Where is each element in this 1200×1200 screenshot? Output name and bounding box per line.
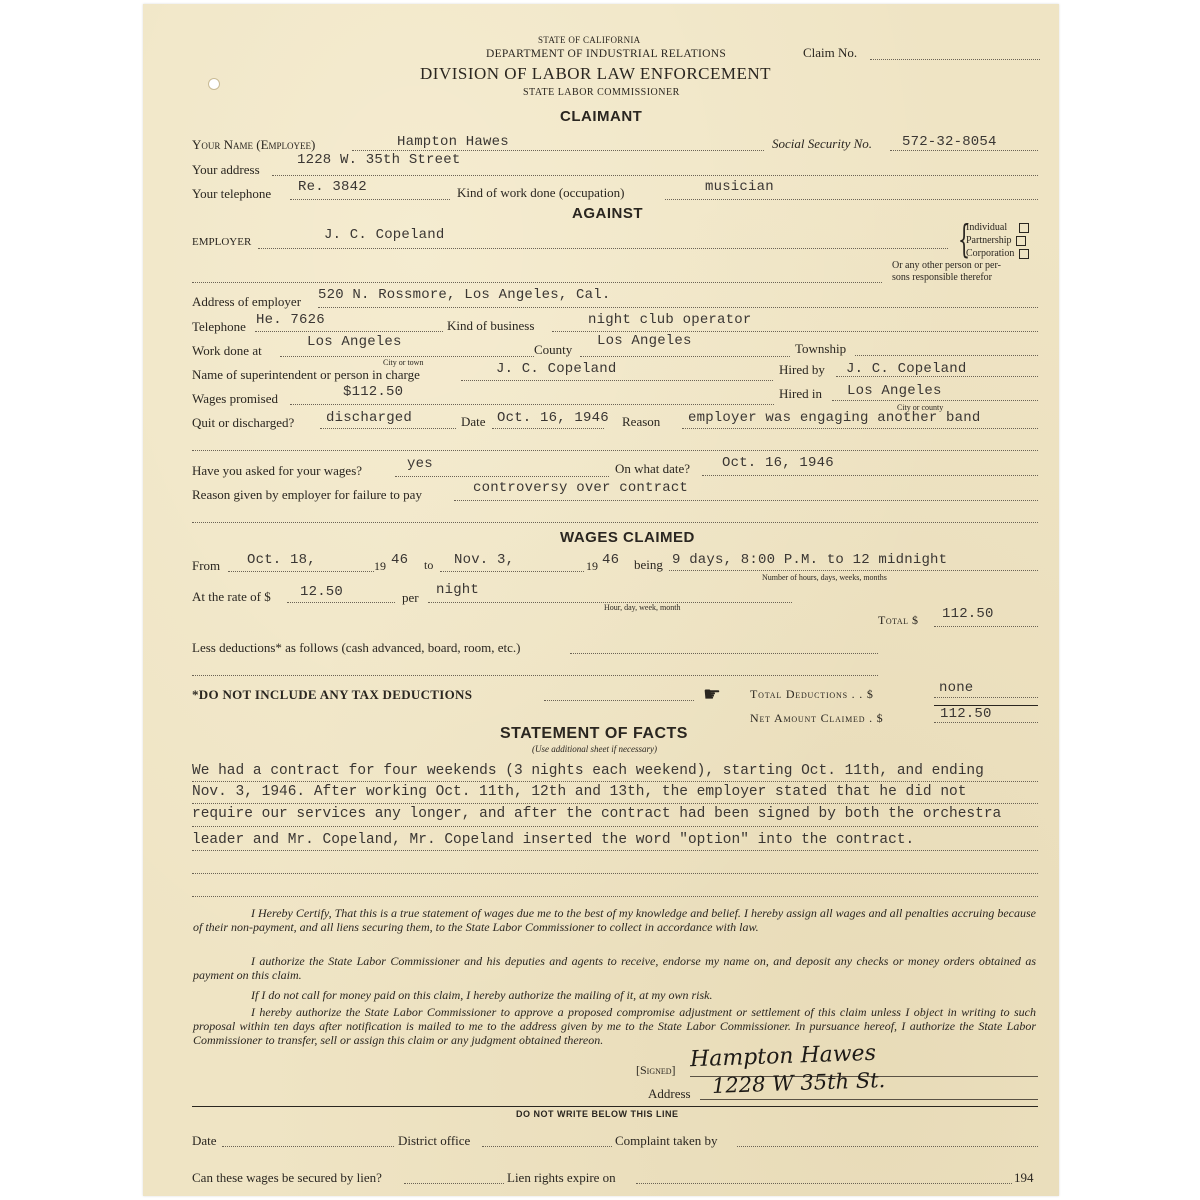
signed-label: [Signed] [636, 1063, 676, 1077]
business-line[interactable] [552, 331, 1038, 332]
type-corporation-row[interactable]: Corporation [966, 248, 1029, 259]
asked-value: yes [407, 456, 433, 472]
emp-telephone-value: He. 7626 [256, 312, 325, 328]
per-label: per [402, 590, 419, 605]
total-deductions-value: none [939, 680, 974, 696]
deductions-line-2[interactable] [192, 675, 878, 676]
employer-line[interactable] [258, 248, 948, 249]
total-line[interactable] [934, 626, 1038, 627]
rate-value: 12.50 [300, 584, 344, 600]
work-done-line[interactable] [280, 356, 534, 357]
net-line[interactable] [934, 722, 1038, 723]
facts-line-1[interactable] [192, 781, 1038, 782]
hired-by-value: J. C. Copeland [846, 361, 967, 377]
punch-hole [208, 78, 220, 90]
net-value: 112.50 [940, 706, 992, 722]
certification-p3: If I do not call for money paid on this claim, I hereby authorize the mailing of it, at my own risk. [251, 988, 713, 1002]
deductions-label: Less deductions* as follows (cash advanced, board, room, etc.) [192, 640, 521, 655]
from-label: From [192, 558, 221, 573]
township-label: Township [795, 341, 847, 356]
deductions-line[interactable] [570, 653, 878, 654]
being-value: 9 days, 8:00 P.M. to 12 midnight [672, 552, 948, 568]
ssn-value: 572-32-8054 [902, 134, 997, 150]
facts-section-title: STATEMENT OF FACTS [500, 725, 688, 742]
wages-promised-line[interactable] [290, 404, 774, 405]
quit-line[interactable] [320, 428, 456, 429]
no-tax-line [544, 700, 694, 701]
business-label: Kind of business [447, 318, 535, 333]
occupation-value: musician [705, 179, 774, 195]
type-individual-row[interactable]: Individual [966, 222, 1029, 233]
lien-line[interactable] [404, 1183, 504, 1184]
no-tax-label: *DO NOT INCLUDE ANY TAX DEDUCTIONS [192, 687, 473, 702]
ssn-line[interactable] [890, 150, 1038, 151]
facts-subtitle: (Use additional sheet if necessary) [532, 744, 657, 754]
failure-line[interactable] [454, 500, 1038, 501]
total-value: 112.50 [942, 606, 994, 622]
name-value: Hampton Hawes [397, 134, 509, 150]
district-office-label: District office [398, 1133, 471, 1148]
quit-value: discharged [326, 410, 413, 426]
lien-label: Can these wages be secured by lien? [192, 1170, 382, 1185]
claim-no-line[interactable] [870, 59, 1040, 60]
facts-text-3: require our services any longer, and after the contract had been signed by both the orchestra [192, 806, 1002, 822]
wages-promised-label: Wages promised [192, 391, 278, 406]
employer-line-2[interactable] [192, 282, 882, 283]
business-value: night club operator [588, 312, 752, 328]
emp-address-value: 520 N. Rossmore, Los Angeles, Cal. [318, 287, 611, 303]
on-date-value: Oct. 16, 1946 [722, 455, 834, 471]
being-label: being [634, 557, 663, 572]
to-value: Nov. 3, [454, 552, 515, 568]
to-line[interactable] [440, 571, 584, 572]
date-line[interactable] [492, 428, 604, 429]
facts-text-1: We had a contract for four weekends (3 nights each weekend), starting Oct. 11th, and ending [192, 763, 984, 779]
certification-p2: I authorize the State Labor Commissioner and his deputies and agents to receive, endorse my name on, and deposit any checks or money orders obtained as payment on this claim. [193, 954, 1036, 982]
partnership-checkbox[interactable] [1016, 236, 1026, 246]
pointing-hand-icon: ☛ [703, 682, 721, 706]
date-value: Oct. 16, 1946 [497, 410, 609, 426]
district-office-line[interactable] [482, 1146, 612, 1147]
on-date-label: On what date? [615, 461, 691, 476]
lien-expire-label: Lien rights expire on [507, 1170, 616, 1185]
employer-type-brace: { [958, 217, 971, 261]
name-line[interactable] [352, 150, 764, 151]
date-label: Date [461, 414, 486, 429]
facts-line-6[interactable] [192, 896, 1038, 897]
hired-in-label: Hired in [779, 386, 822, 401]
office-divider [192, 1106, 1038, 1107]
do-not-write-label: DO NOT WRITE BELOW THIS LINE [516, 1109, 679, 1119]
emp-telephone-label: Telephone [192, 319, 246, 334]
hired-in-value: Los Angeles [847, 383, 942, 399]
wages-section-title: WAGES CLAIMED [560, 529, 695, 546]
facts-line-5[interactable] [192, 873, 1038, 874]
facts-line-4[interactable] [192, 850, 1038, 851]
lien-expire-line[interactable] [636, 1183, 1012, 1184]
reason-line-2[interactable] [192, 450, 1038, 451]
per-value: night [436, 582, 480, 598]
net-label: Net Amount Claimed . $ [750, 711, 884, 725]
name-label: Your Name (Employee) [192, 137, 316, 152]
lien-year-suffix: 194 [1014, 1170, 1034, 1185]
ssn-label: Social Security No. [772, 136, 873, 151]
division-title: DIVISION OF LABOR LAW ENFORCEMENT [420, 64, 772, 83]
total-label: Total $ [878, 613, 919, 627]
claim-no-label: Claim No. [803, 45, 858, 60]
telephone-value: Re. 3842 [298, 179, 367, 195]
city-or-town-hint: City or town [383, 358, 424, 367]
hired-in-line[interactable] [832, 400, 1038, 401]
reason-value: employer was engaging another band [688, 410, 981, 426]
from-year-value: 46 [391, 552, 409, 568]
other-person-line2: sons responsible therefor [892, 272, 992, 283]
work-done-value: Los Angeles [307, 334, 402, 350]
failure-value: controversy over contract [473, 480, 689, 496]
facts-line-2[interactable] [192, 803, 1038, 804]
address-value: 1228 W. 35th Street [297, 152, 461, 168]
signed-address-line [700, 1099, 1038, 1100]
county-line[interactable] [580, 356, 790, 357]
signed-address-label: Address [648, 1086, 691, 1101]
failure-label: Reason given by employer for failure to pay [192, 487, 422, 502]
signature-handwritten: Hampton Hawes [689, 1040, 877, 1073]
rate-line[interactable] [287, 602, 395, 603]
superintendent-value: J. C. Copeland [496, 361, 617, 377]
on-date-line[interactable] [702, 475, 1038, 476]
reason-label: Reason [622, 414, 661, 429]
being-hint: Number of hours, days, weeks, months [762, 573, 887, 582]
office-date-label: Date [192, 1133, 217, 1148]
telephone-label: Your telephone [192, 186, 272, 201]
certification-p1: I Hereby Certify, That this is a true statement of wages due me to the best of my knowledge and belief. I hereby assign all wages and all penalties accruing because of their non-payment, and all liens securing them, to the State Labor Commissioner to collect in accordance with law. [193, 906, 1036, 934]
occupation-label: Kind of work done (occupation) [457, 185, 625, 200]
hired-by-label: Hired by [779, 362, 825, 377]
individual-checkbox[interactable] [1019, 223, 1029, 233]
rate-label: At the rate of $ [192, 589, 271, 604]
township-line[interactable] [855, 355, 1038, 356]
total-deductions-line[interactable] [934, 697, 1038, 698]
certification-p4: I hereby authorize the State Labor Commissioner to approve a proposed compromise adjustment or settlement of this claim unless I object in writing to such proposal within ten days after notification is mailed to me to the address given by me to the State Labor Commissioner. In pursuance hereof, I authorize the State Labor Commissioner to transfer, sell or assign this claim or any judgment obtained thereon. [193, 1005, 1036, 1047]
address-line[interactable] [272, 175, 1038, 176]
to-year-prefix: 19 [586, 559, 598, 573]
reason-line[interactable] [682, 428, 1038, 429]
superintendent-label: Name of superintendent or person in charge [192, 367, 420, 382]
per-hint: Hour, day, week, month [604, 603, 681, 612]
facts-text-4: leader and Mr. Copeland, Mr. Copeland inserted the word "option" into the contract. [192, 832, 915, 848]
occupation-line[interactable] [665, 199, 1038, 200]
state-header: STATE OF CALIFORNIA [538, 35, 641, 45]
county-value: Los Angeles [597, 333, 692, 349]
failure-line-2[interactable] [192, 522, 1038, 523]
wages-promised-value: $112.50 [343, 384, 404, 400]
from-line[interactable] [228, 571, 374, 572]
type-partnership-row[interactable]: Partnership [966, 235, 1026, 246]
telephone-line[interactable] [290, 199, 450, 200]
quit-label: Quit or discharged? [192, 415, 295, 430]
claimant-section-title: CLAIMANT [560, 108, 643, 125]
being-line[interactable] [669, 570, 1038, 571]
emp-address-label: Address of employer [192, 294, 302, 309]
to-year-value: 46 [602, 552, 620, 568]
against-section-title: AGAINST [572, 205, 643, 222]
address-handwritten: 1228 W 35th St. [711, 1067, 886, 1099]
employer-value: J. C. Copeland [324, 227, 445, 243]
facts-line-3[interactable] [192, 826, 1038, 827]
from-value: Oct. 18, [247, 552, 316, 568]
to-label: to [424, 558, 434, 572]
work-done-label: Work done at [192, 343, 262, 358]
corporation-checkbox[interactable] [1019, 249, 1029, 259]
asked-line[interactable] [395, 476, 609, 477]
commissioner-header: STATE LABOR COMMISSIONER [523, 87, 680, 98]
facts-text-2: Nov. 3, 1946. After working Oct. 11th, 12th and 13th, the employer stated that he did not [192, 784, 967, 800]
asked-label: Have you asked for your wages? [192, 463, 363, 478]
address-label: Your address [192, 162, 260, 177]
other-person-line1: Or any other person or per- [892, 260, 1001, 271]
from-year-prefix: 19 [374, 559, 386, 573]
office-date-line[interactable] [222, 1146, 394, 1147]
total-deductions-label: Total Deductions . . $ [750, 687, 874, 701]
superintendent-line[interactable] [461, 380, 773, 381]
complaint-taken-label: Complaint taken by [615, 1133, 718, 1148]
complaint-taken-line[interactable] [737, 1146, 1038, 1147]
emp-telephone-line[interactable] [255, 331, 443, 332]
emp-address-line[interactable] [318, 307, 1038, 308]
city-or-county-hint: City or county [897, 403, 944, 412]
employer-label: EMPLOYER [192, 236, 252, 248]
county-label: County [534, 342, 573, 357]
department-header: DEPARTMENT OF INDUSTRIAL RELATIONS [486, 48, 727, 60]
